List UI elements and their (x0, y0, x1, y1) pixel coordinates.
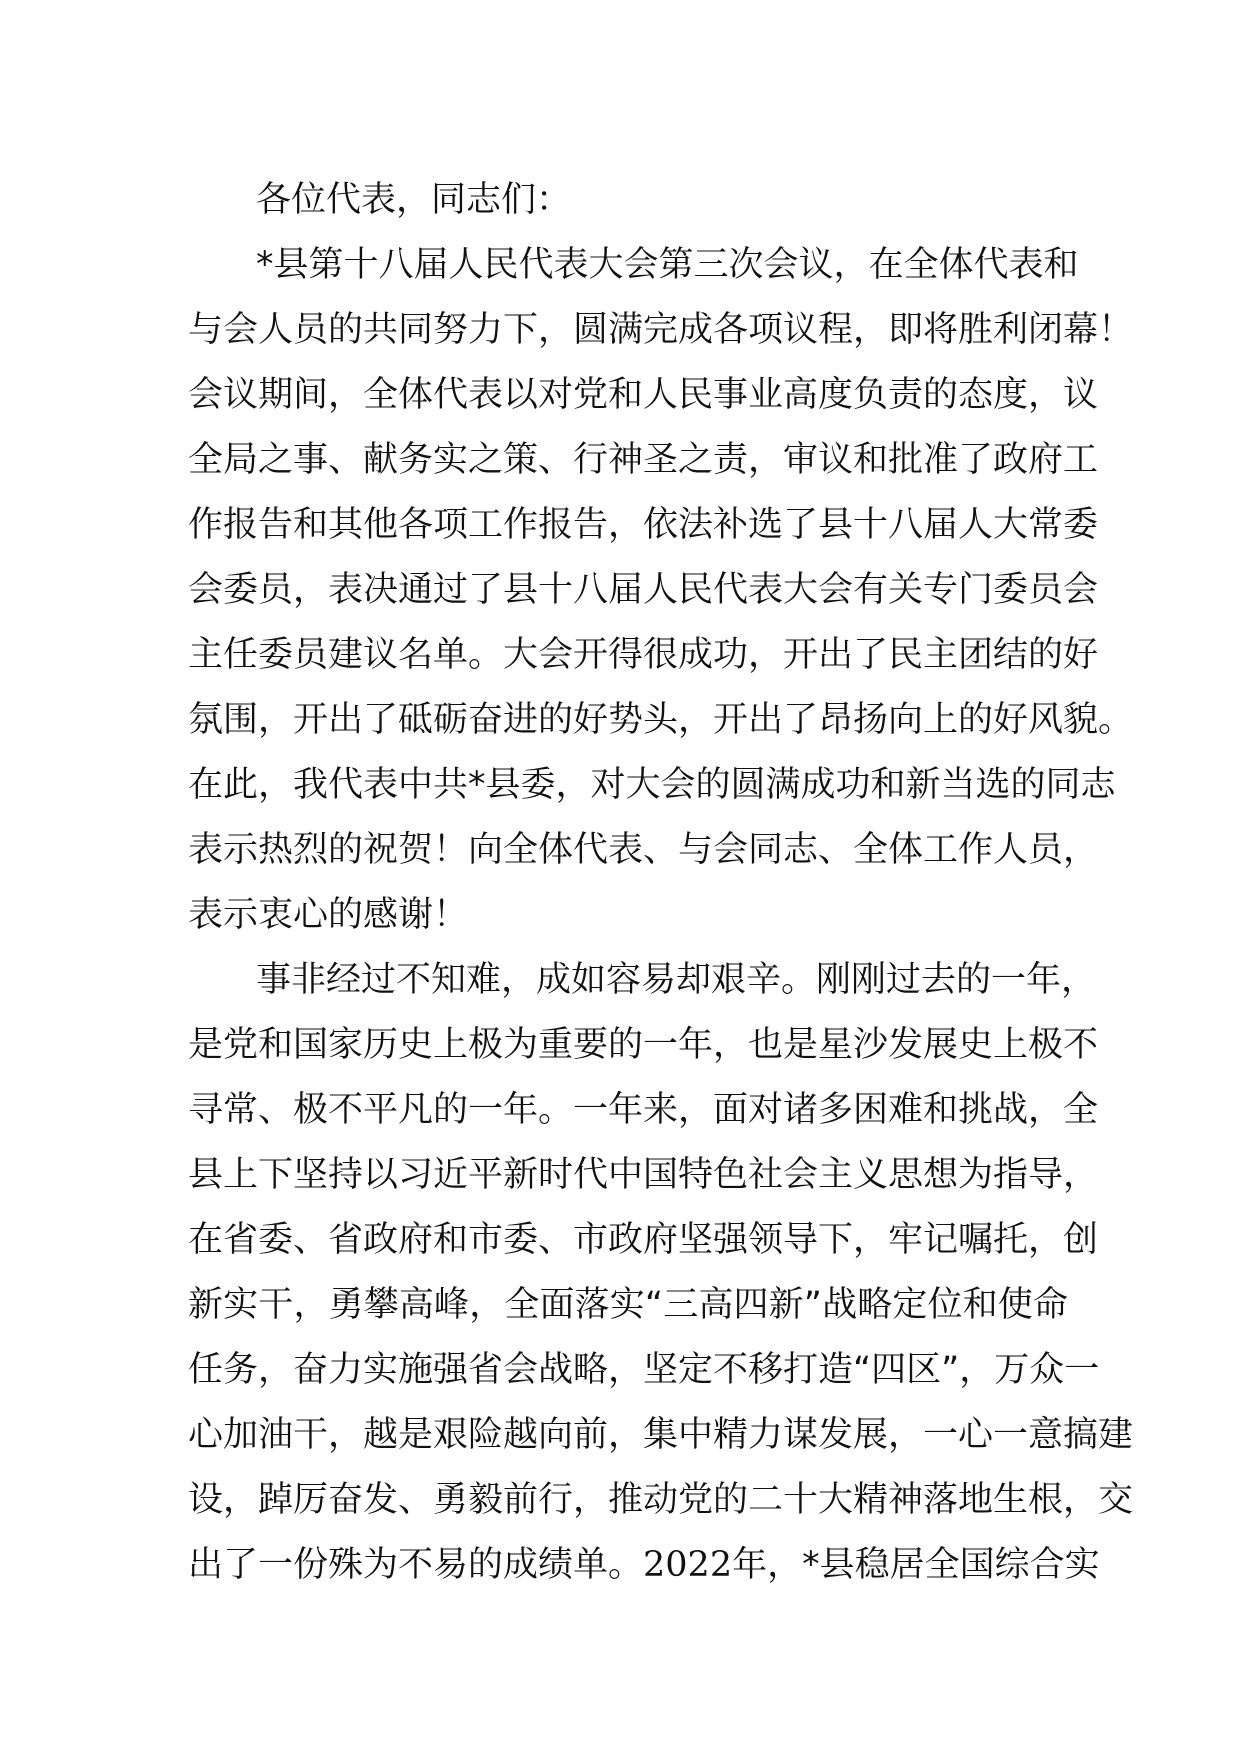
final-line-after: 年，*县稳居全国综合实 (732, 1545, 1100, 1585)
paragraph-line: 寻常、极不平凡的一年。一年来，面对诸多困难和挑战，全 (188, 1090, 1099, 1130)
paragraph-line: 新实干，勇攀高峰，全面落实“三高四新”战略定位和使命 (188, 1285, 1068, 1325)
paragraph-line: 与会人员的共同努力下，圆满完成各项议程，即将胜利闭幕！ (188, 310, 1134, 350)
paragraph-line: 设，踔厉奋发、勇毅前行，推动党的二十大精神落地生根，交 (188, 1480, 1134, 1520)
paragraph-line: 心加油干，越是艰险越向前，集中精力谋发展，一心一意搞建 (188, 1415, 1134, 1455)
paragraph-line: 表示热烈的祝贺！向全体代表、与会同志、全体工作人员， (188, 830, 1099, 870)
year-number: 2022 (643, 1545, 733, 1585)
paragraph-line: 表示衷心的感谢！ (188, 895, 469, 935)
paragraph-line: 在此，我代表中共*县委，对大会的圆满成功和新当选的同志 (188, 765, 1116, 805)
paragraph-line: 氛围，开出了砥砺奋进的好势头，开出了昂扬向上的好风貌。 (188, 700, 1134, 740)
paragraph-line: 任务，奋力实施强省会战略，坚定不移打造“四区”，万众一 (188, 1350, 1100, 1390)
document-body (188, 168, 1134, 1598)
paragraph-line: 会委员，表决通过了县十八届人民代表大会有关专门委员会 (188, 570, 1099, 610)
paragraph-line: 在省委、省政府和市委、市政府坚强领导下，牢记嘱托，创 (188, 1220, 1099, 1260)
paragraph-line: 全局之事、献务实之策、行神圣之责，审议和批准了政府工 (188, 440, 1099, 480)
paragraph-line: 事非经过不知难，成如容易却艰辛。刚刚过去的一年， (256, 960, 1097, 1000)
paragraph-line: 县上下坚持以习近平新时代中国特色社会主义思想为指导， (188, 1155, 1099, 1195)
paragraph-line: 作报告和其他各项工作报告，依法补选了县十八届人大常委 (188, 505, 1099, 545)
paragraph-line: 主任委员建议名单。大会开得很成功，开出了民主团结的好 (188, 635, 1099, 675)
paragraph-line: 是党和国家历史上极为重要的一年，也是星沙发展史上极不 (188, 1025, 1099, 1065)
final-line-before: 出了一份殊为不易的成绩单。 (188, 1545, 644, 1585)
paragraph-line: 会议期间，全体代表以对党和人民事业高度负责的态度，议 (188, 375, 1099, 415)
salutation-line: 各位代表，同志们： (256, 180, 572, 220)
paragraph-line-final (188, 1533, 1100, 1598)
paragraph-line: *县第十八届人民代表大会第三次会议，在全体代表和 (256, 245, 1079, 285)
